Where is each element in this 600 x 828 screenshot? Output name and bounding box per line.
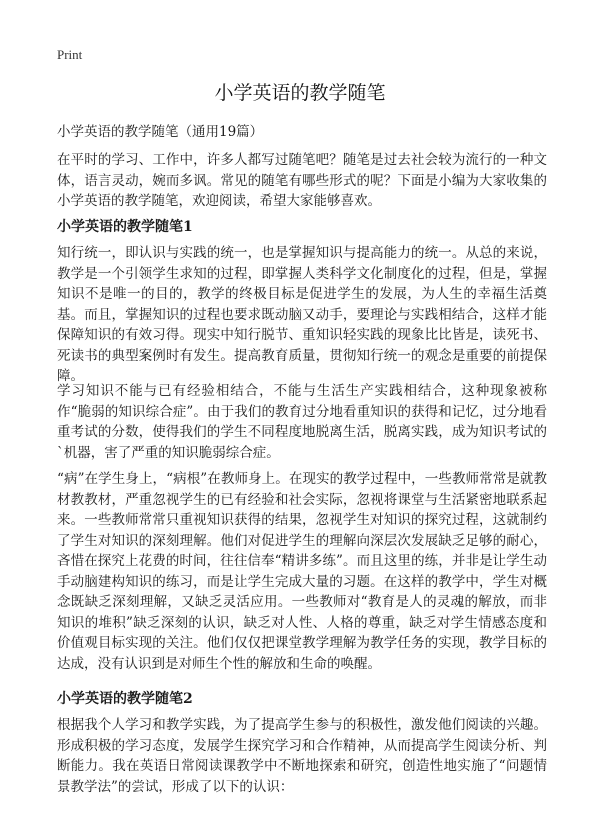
intro-paragraph: 在平时的学习、工作中，许多人都写过随笔吧？随笔是过去社会较为流行的一种文体，语言灵动，婉而多讽。常见的随笔有哪些形式的呢？下面是小编为大家收集的小学英语的教学随笔，欢迎阅读，希望大家能够喜欢。 (57, 152, 547, 209)
section-2-paragraph-1: 根据我个人学习和教学实践，为了提高学生参与的积极性，激发他们阅读的兴趣。形成积极的学习态度，发展学生探究学习和合作精神，从而提高学生阅读分析、判断能力。我在英语日常阅读课教学中不断地探索和研究，创造性地实施了“问题情景教学法”的尝试，形成了以下的认识： (57, 717, 547, 795)
section-1-paragraph-2: 学习知识不能与已有经验相结合，不能与生活生产实践相结合，这种现象被称作“脆弱的知识综合症”。由于我们的教育过分地看重知识的获得和记忆，过分地看重考试的分数，使得我们的学生不同程度地脱离生活，脱离实践，成为知识考试的`机器，害了严重的知识脆弱综合症。 (57, 383, 547, 461)
section-heading-1: 小学英语的教学随笔1 (57, 219, 193, 235)
article-subtitle: 小学英语的教学随笔（通用19篇） (57, 124, 264, 140)
print-link[interactable]: Print (57, 47, 83, 62)
section-1-paragraph-1: 知行统一，即认识与实践的统一，也是掌握知识与提高能力的统一。从总的来说，教学是一个引领学生求知的过程，即掌握人类科学文化制度化的过程，但是，掌握知识不是唯一的目的，教学的终极目标是促进学生的发展，为人生的幸福生活奠基。而且，掌握知识的过程也要求既动脑又动手，要理论与实践相结合，这样才能保障知识的有效习得。现实中知行脱节、重知识轻实践的现象比比皆是，读死书、死读书的典型案例时有发生。提高教育质量，贯彻知行统一的观念是重要的前提保障。 (57, 245, 547, 384)
section-1-paragraph-3: “病”在学生身上，“病根”在教师身上。在现实的教学过程中，一些教师常常是就教材教教材，严重忽视学生的已有经验和社会实际，忽视将课堂与生活紧密地联系起来。一些教师常常只重视知识获得的结果，忽视学生对知识的探究过程，这就制约了学生对知识的深刻理解。他们对促进学生的理解向深层次发展缺乏足够的耐心，吝惜在探究上花费的时间，往往信奉“精讲多练”。而且这里的练，并非是让学生动手动脑建构知识的练习，而是让学生完成大量的习题。在这样的教学中，学生对概念既缺乏深刻理解，又缺乏灵活应用。一些教师对“教育是人的灵魂的解放，而非知识的堆积”缺乏深刻的认识，缺乏对人性、人格的尊重，缺乏对学生情感态度和价值观目标实现的关注。他们仅仅把课堂教学理解为教学任务的实现，教学目标的达成，没有认识到是对师生个性的解放和生命的唤醒。 (57, 471, 547, 672)
page-title: 小学英语的教学随笔 (214, 82, 386, 104)
section-heading-2: 小学英语的教学随笔2 (57, 691, 193, 707)
